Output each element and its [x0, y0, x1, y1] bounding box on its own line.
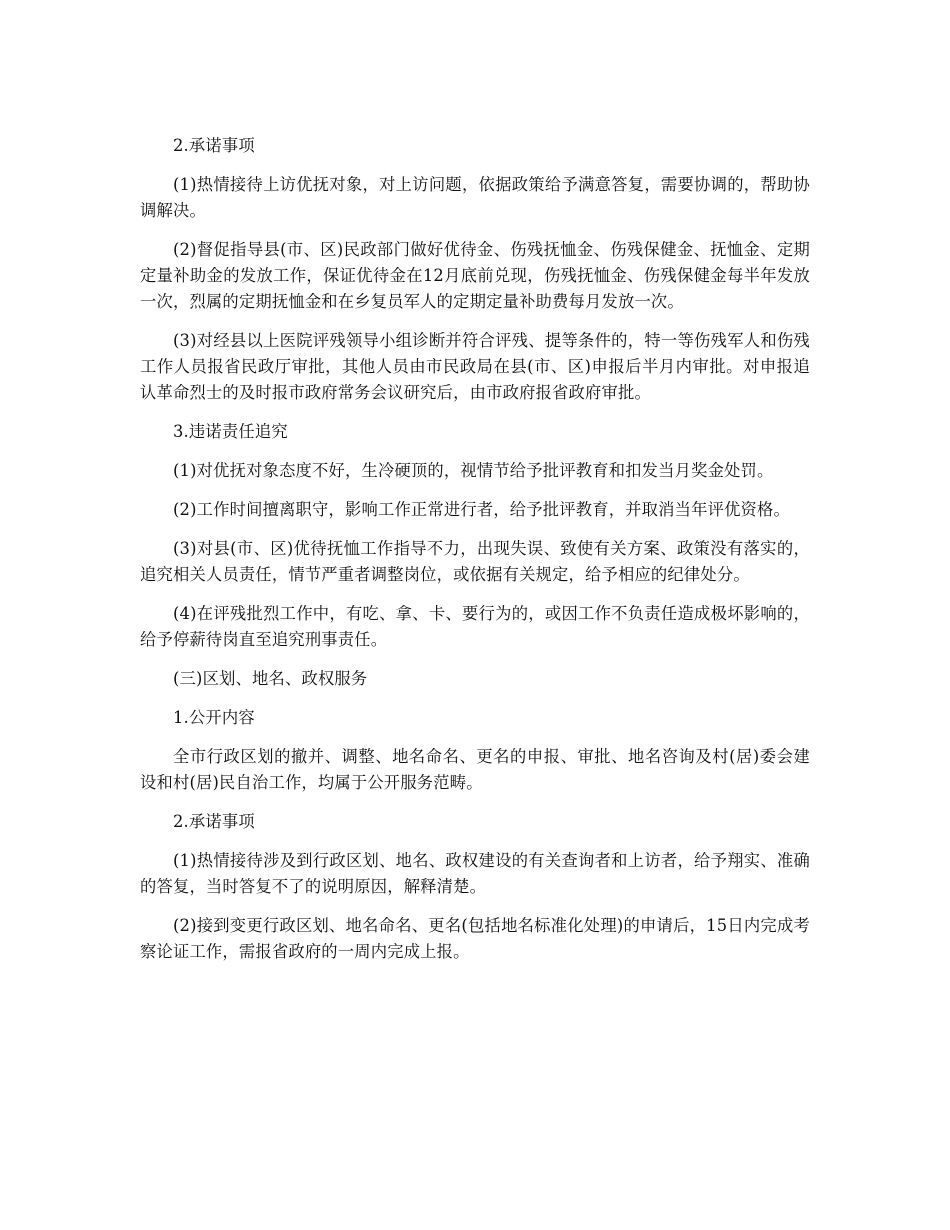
paragraph: (4)在评残批烈工作中，有吃、拿、卡、要行为的，或因工作不负责任造成极坏影响的，给予停薪待岗直至追究刑事责任。: [140, 604, 810, 649]
paragraph: 全市行政区划的撤并、调整、地名命名、更名的申报、审批、地名咨询及村(居)委会建设和村(居)民自治工作，均属于公开服务范畴。: [140, 747, 810, 792]
paragraph: (2)工作时间擅离职守，影响工作正常进行者，给予批评教育，并取消当年评优资格。: [173, 500, 790, 519]
paragraph: (1)热情接待上访优抚对象，对上访问题，依据政策给予满意答复，需要协调的，帮助协调解决。: [140, 175, 810, 220]
paragraph: (1)对优抚对象态度不好，生冷硬顶的，视情节给予批评教育和扣发当月奖金处罚。: [173, 461, 774, 480]
paragraph: (2)督促指导县(市、区)民政部门做好优待金、伤残抚恤金、伤残保健金、抚恤金、定期定量补助金的发放工作，保证优待金在12月底前兑现，伤残抚恤金、伤残保健金每半年发放一次，烈属的定期抚恤金和在乡复员军人的定期定量补助费每月发放一次。: [140, 240, 810, 311]
section-heading-division-services: (三)区划、地名、政权服务: [173, 669, 368, 688]
section-heading-accountability: 3.违诺责任追究: [173, 422, 288, 441]
section-heading-commitments-2: 2.承诺事项: [173, 812, 255, 831]
paragraph: (3)对经县以上医院评残领导小组诊断并符合评残、提等条件的，特一等伤残军人和伤残工作人员报省民政厅审批，其他人员由市民政局在县(市、区)申报后半月内审批。对申报追认革命烈士的及时报市政府常务会议研究后，由市政府报省政府审批。: [140, 331, 810, 402]
paragraph: (1)热情接待涉及到行政区划、地名、政权建设的有关查询者和上访者，给予翔实、准确的答复，当时答复不了的说明原因，解释清楚。: [140, 851, 810, 896]
section-heading-commitments: 2.承诺事项: [173, 136, 255, 155]
section-heading-public-content: 1.公开内容: [173, 708, 255, 727]
paragraph: (2)接到变更行政区划、地名命名、更名(包括地名标准化处理)的申请后，15日内完成考察论证工作，需报省政府的一周内完成上报。: [140, 916, 810, 961]
document-body: [140, 133, 810, 978]
paragraph: (3)对县(市、区)优待抚恤工作指导不力，出现失误、致使有关方案、政策没有落实的，追究相关人员责任，情节严重者调整岗位，或依据有关规定，给予相应的纪律处分。: [140, 539, 810, 584]
